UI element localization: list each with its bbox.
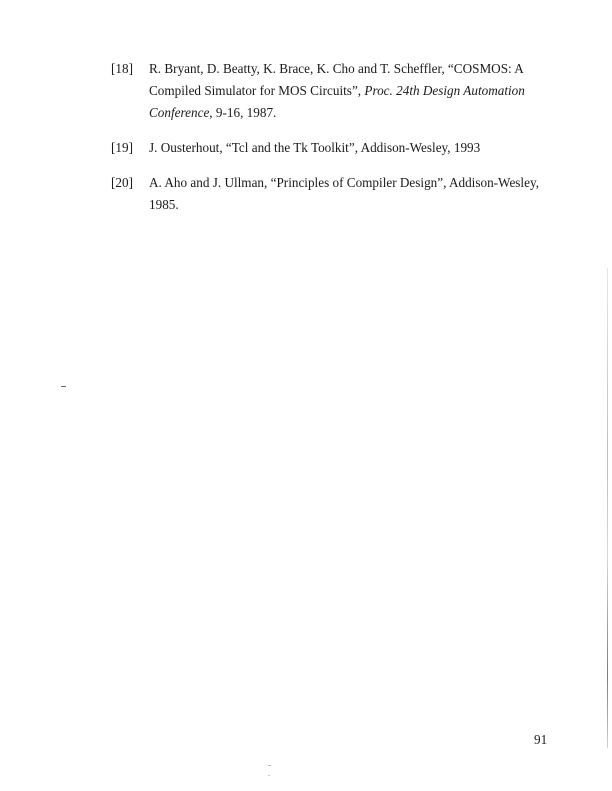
page-number: 91 — [534, 732, 548, 747]
reference-item-18 — [111, 58, 551, 124]
reference-number: [18] — [111, 61, 133, 76]
reference-list — [111, 58, 551, 229]
scan-speck — [268, 775, 270, 776]
reference-text — [149, 172, 551, 216]
reference-text-tail: , 9-16, 1987. — [209, 105, 277, 120]
scan-mark — [61, 386, 66, 387]
scan-edge-line — [607, 268, 608, 748]
reference-text-main: J. Ousterhout, “Tcl and the Tk Toolkit”, Addison-Wesley, 1993 — [149, 140, 481, 155]
reference-text-main: A. Aho and J. Ullman, “Principles of Compiler Design”, Addison-Wesley, 1985. — [149, 175, 539, 212]
reference-item-19 — [111, 137, 551, 159]
reference-item-20 — [111, 172, 551, 216]
reference-number: [20] — [111, 175, 133, 190]
reference-text — [149, 58, 551, 124]
reference-number: [19] — [111, 140, 133, 155]
reference-text — [149, 137, 551, 159]
scan-speck — [268, 765, 271, 766]
reference-text-main: R. Bryant, D. Beatty, K. Brace, K. Cho and T. Scheffler, “COSMOS: A Compiled Simulator for MOS Circuits”, — [149, 61, 524, 98]
reference-venue: Proc. 24th Design Automation Conference — [149, 83, 525, 120]
